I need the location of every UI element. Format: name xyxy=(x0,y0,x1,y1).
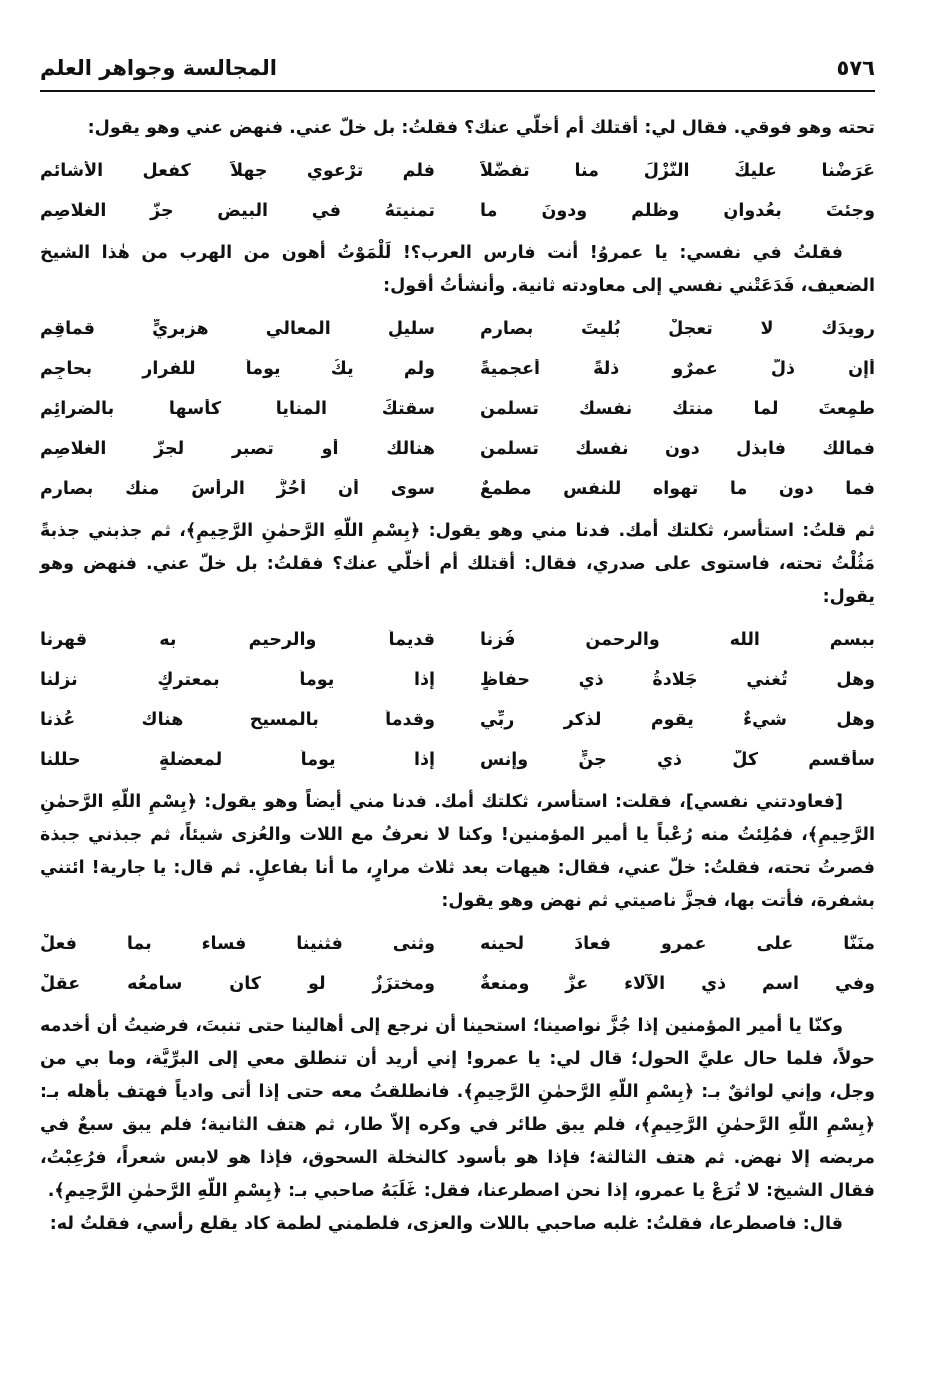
verse-first-hemistich: وفي اسم ذي الآلاء عزٌّ ومنعةٌ xyxy=(480,974,875,994)
verse-second-hemistich: ومختزَزٌ لو كان سامعُه عقلْ xyxy=(40,974,435,994)
book-title: المجالسة وجواهر العلم xyxy=(40,56,277,80)
verse-first-hemistich: منَنَّا على عمرو فعادَ لحينه xyxy=(480,934,875,954)
poem-1 xyxy=(40,151,875,231)
verse xyxy=(40,429,875,469)
verse xyxy=(40,389,875,429)
verse-second-hemistich: ولم يكُ يوماً للفرار بحاجِمِ xyxy=(40,359,435,379)
verse xyxy=(40,924,875,964)
paragraph-2: فقلتُ في نفسي: يا عمروُ! أنت فارس العرب؟! لَلْمَوْتُ أهون من الهرب من هٰذا الشيخ الضعيف، فَدَعَتْني نفسي إلى معاودته ثانية. وأنشأتُ أقول: xyxy=(40,243,875,296)
verse-second-hemistich: سقتكَ المنايا كأسها بالضرائِمِ xyxy=(40,399,435,419)
verse-first-hemistich: فمالك فابذل دون نفسك تسلمن xyxy=(480,439,875,459)
verse xyxy=(40,151,875,191)
page-body xyxy=(40,112,875,1241)
verse xyxy=(40,700,875,740)
verse-first-hemistich: ببسم الله والرحمنِ فُزنا xyxy=(480,630,875,650)
verse-second-hemistich: قديماً والرحيم به قهرنا xyxy=(40,630,435,650)
verse xyxy=(40,740,875,780)
verse-first-hemistich: وجئتَ بعُدوانٍ وظلمٍ ودونَ ما xyxy=(480,201,875,221)
paragraph-1: تحته وهو فوقي. فقال لي: أقتلك أم أخلّي عنك؟ فقلتُ: بل خلّ عني. فنهض عني وهو يقول: xyxy=(87,118,875,138)
verse xyxy=(40,309,875,349)
verse-second-hemistich: هنالك أو تصبر لجزّ الغلاصِمِ xyxy=(40,439,435,459)
verse-second-hemistich: وقدماً بالمسيح هناك عُذنا xyxy=(40,710,435,730)
verse xyxy=(40,964,875,1004)
verse-second-hemistich: وثنى فثنينا فساء بما فعلْ xyxy=(40,934,435,954)
poem-3 xyxy=(40,620,875,780)
page-number: ٥٧٦ xyxy=(836,56,875,80)
page-header xyxy=(40,52,875,92)
verse-first-hemistich: وهل شيءٌ يقوم لذكرِ ربِّي xyxy=(480,710,875,730)
book-page xyxy=(40,52,875,1372)
verse xyxy=(40,620,875,660)
verse-first-hemistich: عَرَضْنا عليكَ النُّزْلَ منا تفضُّلاً xyxy=(480,161,875,181)
verse-first-hemistich: طمِعتَ لما منتك نفسك تسلمن xyxy=(480,399,875,419)
paragraph-5: وكنّا يا أمير المؤمنين إذا جُزَّ نواصينا؛ استحينا أن نرجع إلى أهالينا حتى تنبتَ، فرضيتُ أن أخدمه حولاً، فلما حال عليَّ الحول؛ قال لي: يا عمرو! إني أريد أن تنطلق معي إلى البرِّيَّة، وما بي من وجل، وإني لواثقٌ بـ: ﴿بِسْمِ اللّهِ الرَّحمٰنِ الرَّحِيمِ﴾. فانطلقتُ معه حتى إذا أتى وادياً فهتف بأهله بـ: ﴿بِسْمِ اللّهِ الرَّحمٰنِ الرَّحِيمِ﴾، فلم يبق طائر في وكره إلاّ طار، ثم هتف الثانية؛ فلم يبق سبعٌ في مربضه إلا نهض. ثم هتف الثالثة؛ فإذا هو بأسود كالنخلة السحوق، فإذا هو لابس شعراً، فرُعِبْتُ، فقال الشيخ: لا تُرَعْ يا عمرو، إذا نحن اصطرعنا، فقل: غَلَبَهُ صاحبي بـ: ﴿بِسْمِ اللّهِ الرَّحمٰنِ الرَّحِيمِ﴾. xyxy=(40,1016,875,1201)
verse-second-hemistich: سوى أن أحُزَّ الرأسَ منك بصارمِ xyxy=(40,479,435,499)
verse-second-hemistich: سليلِ المعالي هزبريٍّ قماقِمِ xyxy=(40,319,435,339)
verse-second-hemistich: إذا يوماً بمعتركٍ نزلنا xyxy=(40,670,435,690)
poem-2 xyxy=(40,309,875,509)
verse-first-hemistich: أإن ذلَّ عمرٌو ذلةً أعجميةً xyxy=(480,359,875,379)
verse xyxy=(40,191,875,231)
verse-second-hemistich: فلم ترْعوي جهلاً كفعل الأشائم xyxy=(40,161,435,181)
verse-first-hemistich: رويدَك لا تعجلْ بُليتَ بصارمٍ xyxy=(480,319,875,339)
verse-first-hemistich: فما دون ما تهواه للنفس مطمعٌ xyxy=(480,479,875,499)
paragraph-4: [فعاودتني نفسي]، فقلت: استأسر، ثكلتك أمك. فدنا مني أيضاً وهو يقول: ﴿بِسْمِ اللّهِ الرَّحمٰنِ الرَّحِيمِ﴾، فمُلِئتُ منه رُعْباً يا أمير المؤمنين! وكنا لا نعرفُ مع اللات والعُزى شيئاً، ثم جبذني جبذة فصرتُ تحته، فقلتُ: خلّ عني، فقال: هيهات بعد ثلاث مرارٍ، ما أنا بفاعلٍ. ثم قال: يا جارية! ائتني بشفرة، فأتت بها، فجزَّ ناصيتي ثم نهض وهو يقول: xyxy=(40,792,875,911)
verse-second-hemistich: تمنيتهُ في البيض جزّ الغلاصِمِ xyxy=(40,201,435,221)
verse-first-hemistich: وهل تُغني جَلادةُ ذي حفاظٍ xyxy=(480,670,875,690)
verse xyxy=(40,469,875,509)
verse-second-hemistich: إذا يوماً لمعضلةٍ حللنا xyxy=(40,750,435,770)
poem-4 xyxy=(40,924,875,1004)
verse xyxy=(40,349,875,389)
verse-first-hemistich: سأقسم كلَّ ذي جنٍّ وإنسٍ xyxy=(480,750,875,770)
paragraph-3: ثم قلتُ: استأسر، ثكلتك أمك. فدنا مني وهو يقول: ﴿بِسْمِ اللّهِ الرَّحمٰنِ الرَّحِيمِ﴾، ثم جذبني جذبةً مَثُلْتُ تحته، فاستوى على صدري، فقال: أقتلك أم أخلّي عنك؟ فقلتُ: بل خلّ عني. فنهض وهو يقول: xyxy=(40,521,875,607)
verse xyxy=(40,660,875,700)
paragraph-6: قال: فاصطرعا، فقلتُ: غلبه صاحبي باللات والعزى، فلطمني لطمة كاد يقلع رأسي، فقلتُ له: xyxy=(49,1214,843,1234)
